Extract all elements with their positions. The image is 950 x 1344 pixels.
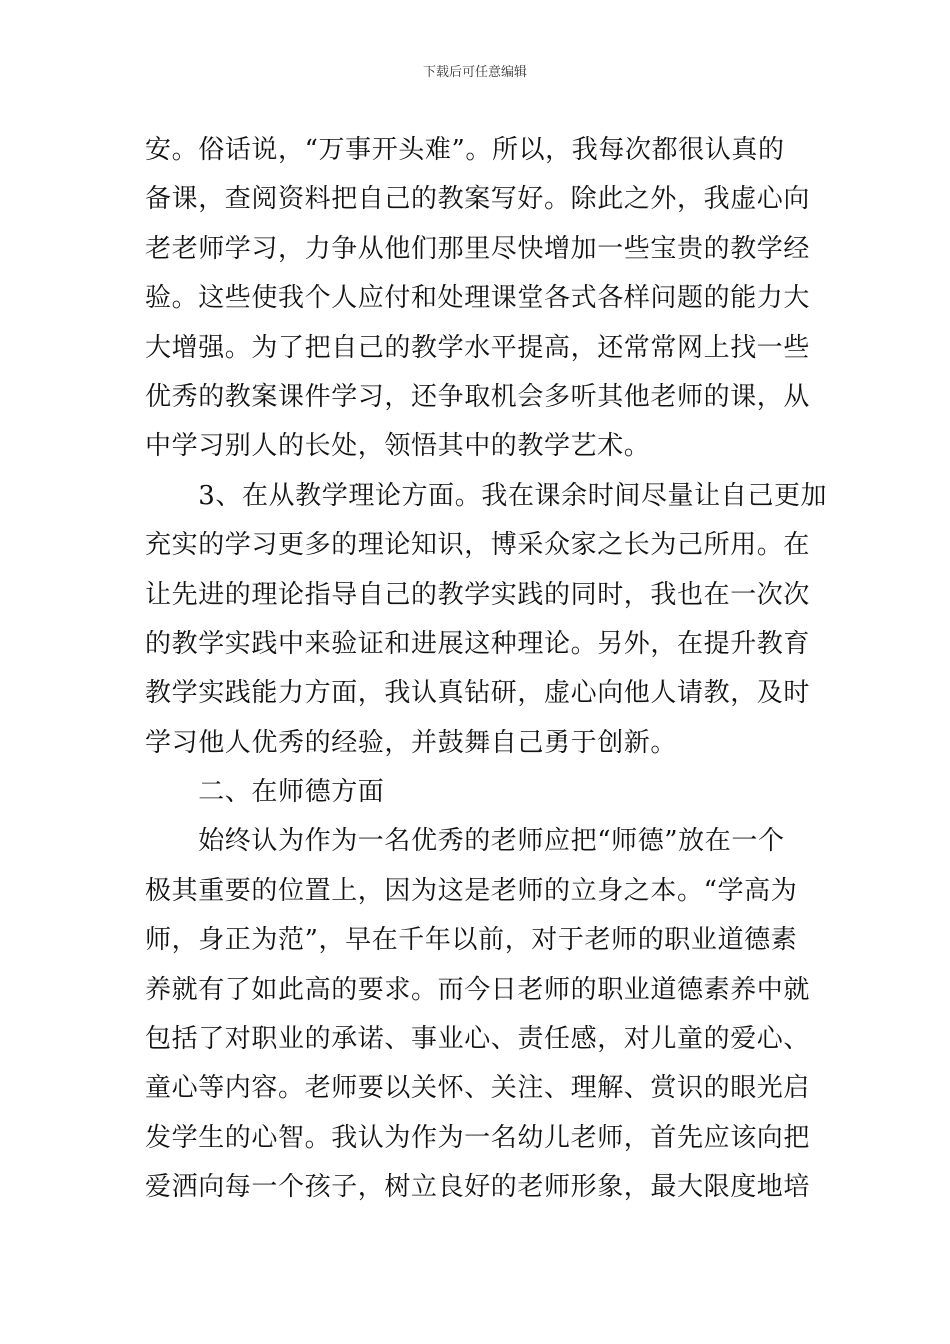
text-line: 始终认为作为一名优秀的老师应把“师德”放在一个	[145, 826, 785, 857]
text-line: 养就有了如此高的要求。而今日老师的职业道德素养中就	[145, 974, 811, 1005]
text-line: 学习他人优秀的经验，并鼓舞自己勇于创新。	[145, 727, 678, 758]
text-line: 优秀的教案课件学习，还争取机会多听其他老师的课，从	[145, 381, 811, 412]
text-line: 爱洒向每一个孩子，树立良好的老师形象，最大限度地培	[145, 1172, 811, 1203]
text-line: 的教学实践中来验证和进展这种理论。另外，在提升教育	[145, 628, 811, 659]
text-line: 老老师学习，力争从他们那里尽快增加一些宝贵的教学经	[145, 233, 811, 264]
text-line: 安。俗话说，“万事开头难”。所以，我每次都很认真的	[145, 135, 785, 165]
text-line: 验。这些使我个人应付和处理课堂各式各样问题的能力大	[145, 283, 811, 314]
text-line: 中学习别人的长处，领悟其中的教学艺术。	[145, 431, 651, 462]
section-heading: 二、在师德方面	[145, 777, 385, 808]
text-line: 3、在从教学理论方面。我在课余时间尽量让自己更加	[145, 480, 828, 511]
text-line: 发学生的心智。我认为作为一名幼儿老师，首先应该向把	[145, 1122, 811, 1153]
text-line: 大增强。为了把自己的教学水平提高，还常常网上找一些	[145, 332, 811, 363]
text-line: 备课，查阅资料把自己的教案写好。除此之外，我虚心向	[145, 184, 811, 215]
text-line: 让先进的理论指导自己的教学实践的同时，我也在一次次	[145, 579, 811, 610]
text-line: 师，身正为范”，早在千年以前，对于老师的职业道德素	[145, 925, 798, 956]
text-line: 极其重要的位置上，因为这是老师的立身之本。“学高为	[145, 875, 798, 906]
text-line: 充实的学习更多的理论知识，博采众家之长为己所用。在	[145, 530, 811, 561]
document-body	[145, 126, 828, 1213]
text-line: 教学实践能力方面，我认真钻研，虚心向他人请教，及时	[145, 678, 811, 709]
text-line: 包括了对职业的承诺、事业心、责任感，对儿童的爱心、	[145, 1024, 811, 1055]
text-line: 童心等内容。老师要以关怀、关注、理解、赏识的眼光启	[145, 1073, 811, 1104]
page-header-note: 下载后可任意编辑	[422, 65, 527, 80]
